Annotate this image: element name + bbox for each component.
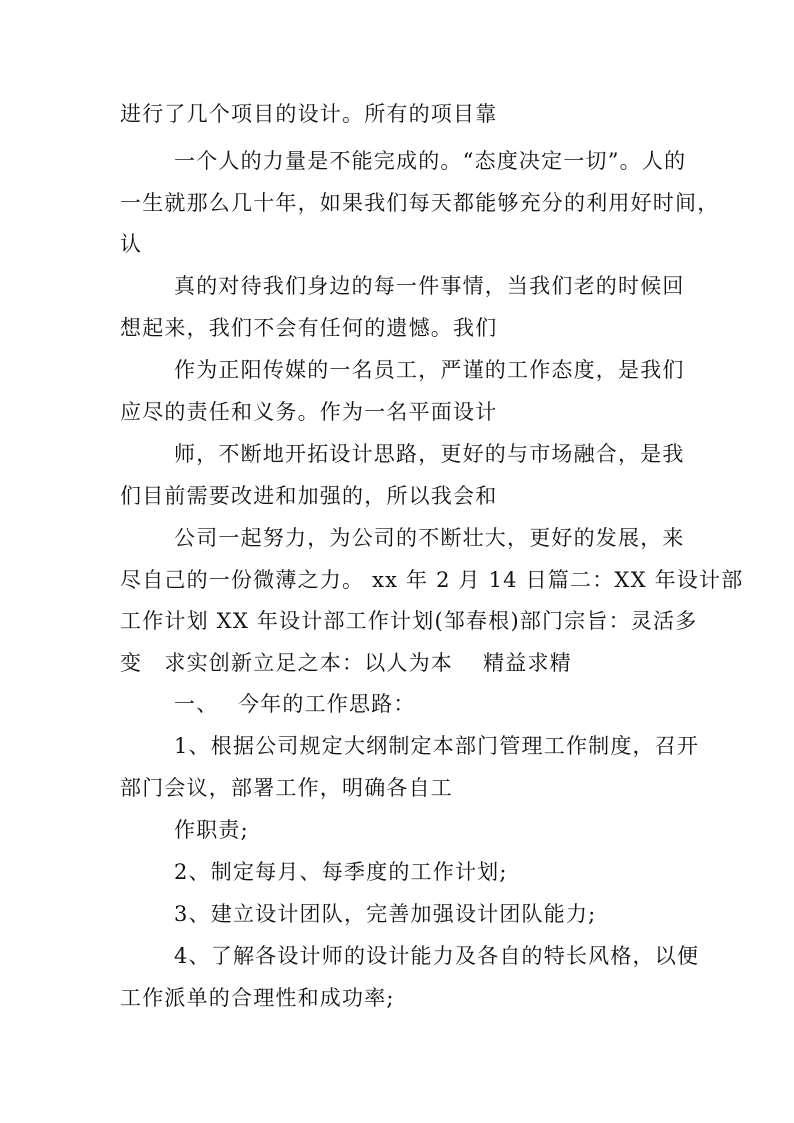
text-line: 工作计划 XX 年设计部工作计划(邹春根)部门宗旨：灵活多 [120, 609, 698, 633]
text-line: 想起来，我们不会有任何的遗憾。我们 [120, 316, 498, 340]
text-line: 真的对待我们身边的每一件事情，当我们老的时候回 [174, 274, 685, 298]
text-line: 作为正阳传媒的一名员工，严谨的工作态度，是我们 [174, 358, 685, 382]
text-line: 认 [120, 232, 143, 256]
list-item-continued: 部门会议，部署工作，明确各自工 [120, 776, 453, 800]
text-line: 变 求实创新立足之本：以人为本 精益求精 [120, 651, 572, 675]
list-item: 1、根据公司规定大纲制定本部门管理工作制度，召开 [174, 734, 700, 758]
list-item: 4、了解各设计师的设计能力及各自的特长风格，以便 [174, 944, 700, 968]
list-item: 2、制定每月、每季度的工作计划; [174, 860, 508, 884]
text-line: 公司一起努力，为公司的不断壮大，更好的发展，来 [174, 526, 685, 550]
list-item: 3、建立设计团队，完善加强设计团队能力; [174, 902, 597, 926]
text-line: 一生就那么几十年，如果我们每天都能够充分的利用好时间， [120, 191, 720, 215]
list-item-continued: 工作派单的合理性和成功率; [120, 986, 395, 1010]
section-heading: 一、 今年的工作思路： [174, 692, 416, 716]
text-line: 师，不断地开拓设计思路，更好的与市场融合，是我 [174, 442, 685, 466]
list-item-continued: 作职责; [174, 818, 249, 842]
text-line: 进行了几个项目的设计。所有的项目靠 [120, 102, 498, 126]
text-line: 尽自己的一份微薄之力。 xx 年 2 月 14 日篇二：XX 年设计部 [120, 568, 744, 592]
text-line: 们目前需要改进和加强的，所以我会和 [120, 484, 498, 508]
text-line: 一个人的力量是不能完成的。“态度决定一切”。人的 [174, 149, 687, 173]
text-line: 应尽的责任和义务。作为一名平面设计 [120, 400, 498, 424]
